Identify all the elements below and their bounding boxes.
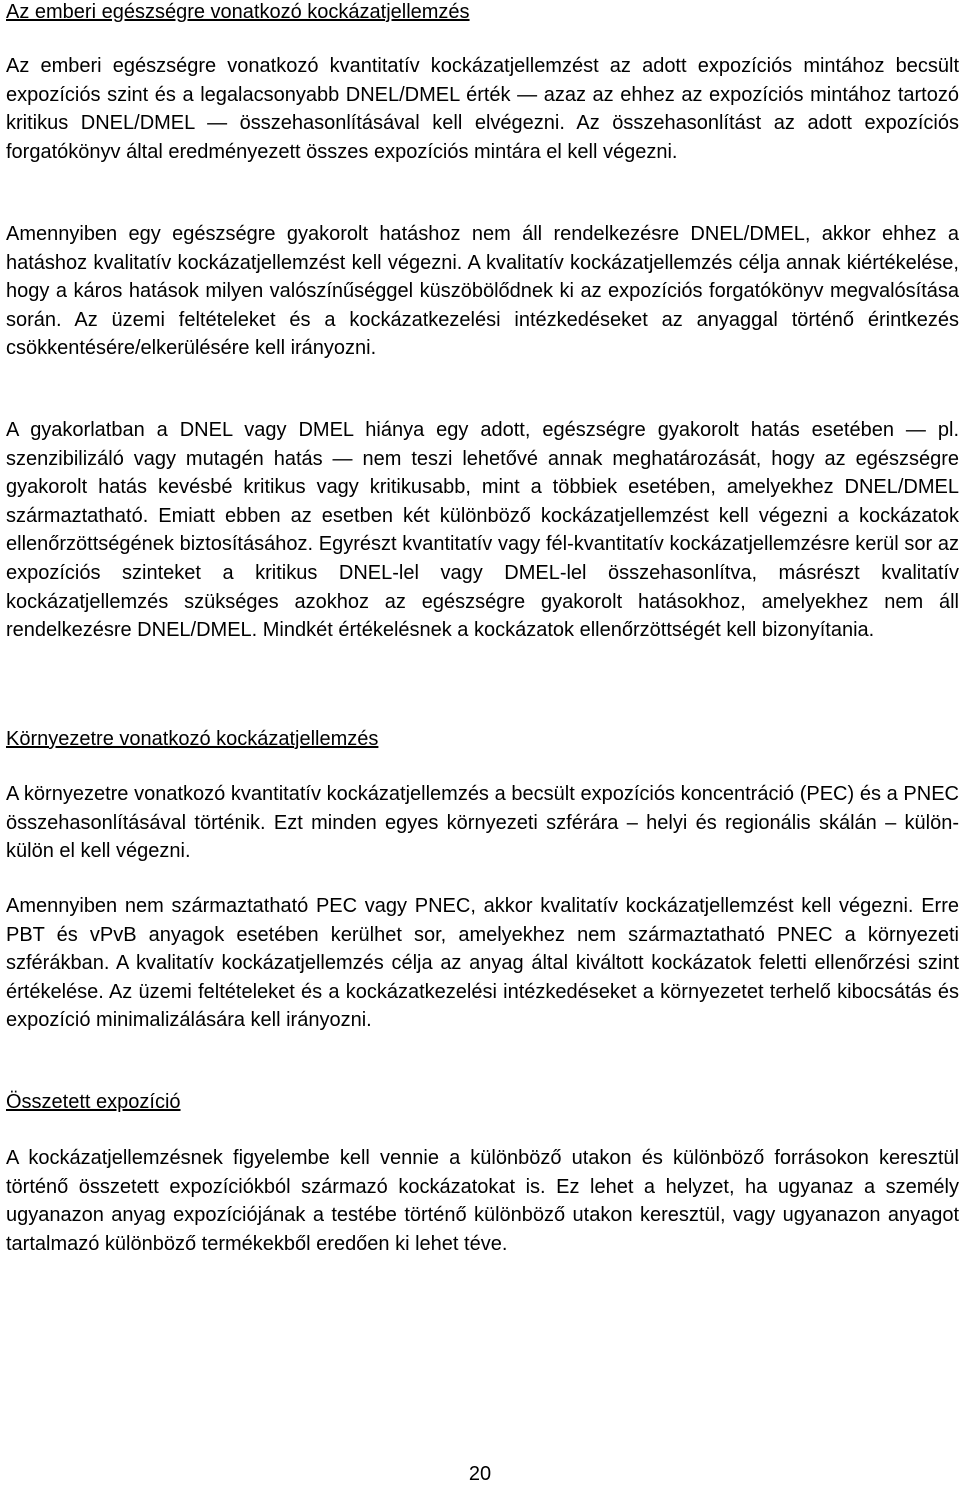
- section-heading-combined-exposure: Összetett expozíció: [6, 1091, 181, 1113]
- paragraph-qualitative-environment: Amennyiben nem származtatható PEC vagy PNEC, akkor kvalitatív kockázatjellemzést kell végezni. Erre PBT és vPvB anyagok esetében kerülhet sor, amelyekhez nem származtatható PNEC a környezeti szférákban. A kvalitatív kockázatjellemzés célja az anyag által kiváltott kockázatok feletti ellenőrzési szint értékelése. Az üzemi feltételeket és a kockázatkezelési intézkedéseket a környezetet terhelő kibocsátás és expozíció minimalizálására kell irányozni.: [6, 895, 959, 1032]
- paragraph-quantitative-health: Az emberi egészségre vonatkozó kvantitatív kockázatjellemzést az adott expozíciós mintához becsült expozíciós szint és a legalacsonyabb DNEL/DMEL érték — azaz az ehhez az expozíciós mintához tartozó kritikus DNEL/DMEL — összehasonlításával kell elvégezni. Az összehasonlítást az adott expozíciós forgatókönyv által eredményezett összes expozíciós mintára el kell végezni.: [6, 55, 959, 163]
- section-heading-human-health: Az emberi egészségre vonatkozó kockázatjellemzés: [6, 1, 470, 23]
- paragraph-quantitative-environment: A környezetre vonatkozó kvantitatív kockázatjellemzés a becsült expozíciós koncentráció (PEC) és a PNEC összehasonlításával történik. Ezt minden egyes környezeti szférára – helyi és regionális skálán – külön-külön el kell végezni.: [6, 783, 959, 863]
- paragraph-qualitative-health: Amennyiben egy egészségre gyakorolt hatáshoz nem áll rendelkezésre DNEL/DMEL, akkor ehhez a hatáshoz kvalitatív kockázatjellemzést kell végezni. A kvalitatív kockázatjellemzés célja annak kiértékelése, hogy a káros hatások milyen valószínűséggel küszöbölődnek ki az expozíciós forgatókönyv megvalósítása során. Az üzemi feltételeket és a kockázatkezelési intézkedéseket az anyaggal történő érintkezés csökkentésére/elkerülésére kell irányozni.: [6, 223, 959, 360]
- paragraph-dnel-dmel-absence: A gyakorlatban a DNEL vagy DMEL hiánya egy adott, egészségre gyakorolt hatás esetében — pl. szenzibilizáló vagy mutagén hatás — nem teszi lehetővé annak meghatározását, hogy az egészségre gyakorolt hatás kevésbé kritikus vagy kritikusabb, mint a többiek esetében, amelyekhez DNEL/DMEL származtatható. Emiatt ebben az esetben két különböző kockázatjellemzést kell végezni a kockázatok ellenőrzöttségének biztosításához. Egyrészt kvantitatív vagy fél-kvantitatív kockázatjellemzésre kerül sor az expozíciós szinteket a kritikus DNEL-lel vagy DMEL-lel összehasonlítva, másrészt kvalitatív kockázatjellemzés szükséges azokhoz az egészségre gyakorolt hatásokhoz, amelyekhez nem áll rendelkezésre DNEL/DMEL. Mindkét értékelésnek a kockázatok ellenőrzöttségét kell bizonyítania.: [6, 419, 959, 642]
- section-heading-environment: Környezetre vonatkozó kockázatjellemzés: [6, 728, 379, 750]
- page-number: 20: [468, 1463, 492, 1485]
- paragraph-combined-exposure: A kockázatjellemzésnek figyelembe kell vennie a különböző utakon és különböző forrásokon keresztül történő összetett expozíciókból származó kockázatokat is. Ez lehet a helyzet, ha ugyanaz a személy ugyanazon anyag expozíciójának a testébe történő különböző utakon keresztül, vagy ugyanazon anyagot tartalmazó különböző termékekből eredően ki lehet téve.: [6, 1147, 959, 1255]
